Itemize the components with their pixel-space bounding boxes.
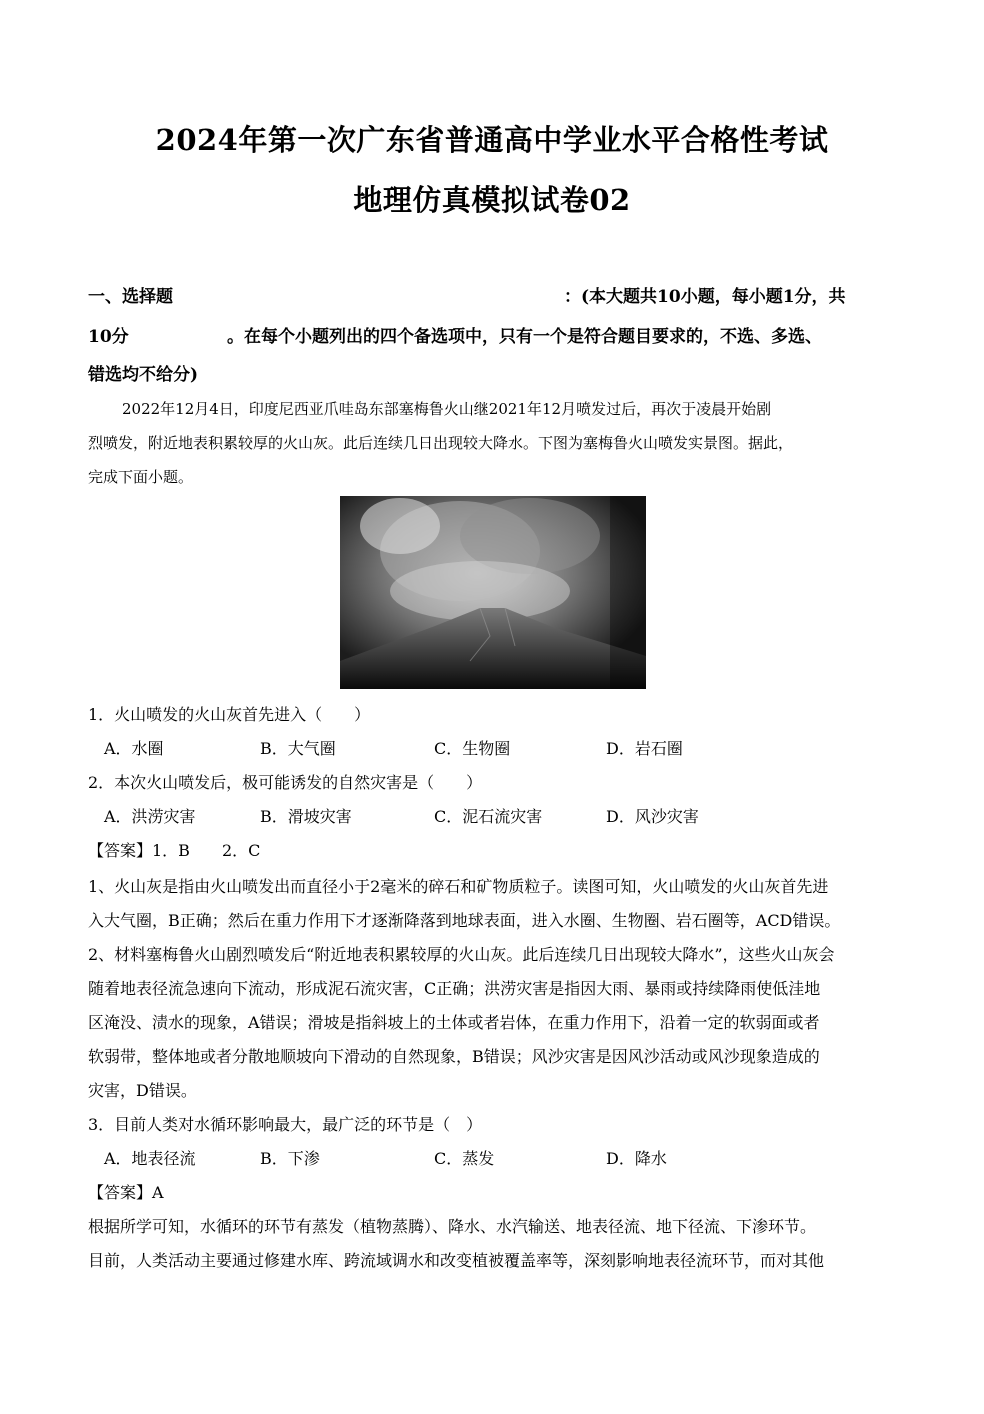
question-3-option-a: A．地表径流 [104,1149,196,1168]
answer-1-2-line-6: 软弱带，整体地或者分散地顺坡向下滑动的自然现象，B错误；风沙灾害是因风沙活动或风沙现象造成的 [88,1047,820,1066]
answer-1-2-line-1: 1、火山灰是指由火山喷发出而直径小于2毫米的碎石和矿物质粒子。读图可知，火山喷发的火山灰首先进 [88,877,829,896]
section-instruction-d: 错选均不给分) [88,365,199,385]
question-2-stem: 2．本次火山喷发后，极可能诱发的自然灾害是（ ） [88,773,483,792]
question-3-stem: 3．目前人类对水循环影响最大，最广泛的环节是（ ） [88,1115,483,1134]
answer-1-2-line-2: 入大气圈，B正确；然后在重力作用下才逐渐降落到地球表面，进入水圈、生物圈、岩石圈等，ACD错误。 [88,911,841,930]
question-3-option-c: C．蒸发 [434,1149,495,1168]
answer-1-2-label: 【答案】1．B 2．C [88,841,261,860]
material-line-2: 烈喷发，附近地表积累较厚的火山灰。此后连续几日出现较大降水。下图为塞梅鲁火山喷发实景图。据此， [88,434,794,452]
volcano-eruption-photo [340,496,646,689]
question-3-option-d: D．降水 [606,1149,667,1168]
exam-title-line1: 2024年第一次广东省普通高中学业水平合格性考试 [155,123,829,157]
material-line-3: 完成下面小题。 [88,468,194,486]
question-3-option-b: B．下渗 [260,1149,320,1168]
section-instruction-c: 。在每个小题列出的四个备选项中，只有一个是符合题目要求的，不选、多选、 [227,327,822,347]
question-2-option-a: A．洪涝灾害 [104,807,196,826]
exam-title-line2: 地理仿真模拟试卷02 [353,183,631,217]
question-1-option-a: A．水圈 [104,739,164,758]
question-2-option-b: B．滑坡灾害 [260,807,352,826]
answer-3-line-2: 目前，人类活动主要通过修建水库、跨流域调水和改变植被覆盖率等，深刻影响地表径流环节，而对其他 [88,1251,825,1270]
question-1-option-b: B．大气圈 [260,739,336,758]
question-2-option-d: D．风沙灾害 [606,807,699,826]
question-1-stem: 1．火山喷发的火山灰首先进入（ ） [88,705,371,724]
answer-1-2-line-4: 随着地表径流急速向下流动，形成泥石流灾害，C正确；洪涝灾害是指因大雨、暴雨或持续降雨使低洼地 [88,979,821,998]
volcano-eruption-illustration [340,496,646,689]
section-instruction-b: 10分 [88,327,129,347]
answer-1-2-line-7: 灾害，D错误。 [88,1081,197,1100]
question-1-option-c: C．生物圈 [434,739,511,758]
answer-1-2-line-5: 区淹没、渍水的现象，A错误；滑坡是指斜坡上的土体或者岩体，在重力作用下，沿着一定的软弱面或者 [88,1013,820,1032]
answer-1-2-line-3: 2、材料塞梅鲁火山剧烈喷发后“附近地表积累较厚的火山灰。此后连续几日出现较大降水”，这些火山灰会 [88,945,835,964]
question-2-option-c: C．泥石流灾害 [434,807,543,826]
section-instruction-a: ：(本大题共10小题，每小题1分，共 [564,287,846,307]
answer-3-label: 【答案】A [88,1183,164,1202]
material-line-1: 2022年12月4日，印度尼西亚爪哇岛东部塞梅鲁火山继2021年12月喷发过后，再次于凌晨开始剧 [122,400,772,418]
section-heading: 一、选择题 [88,287,173,307]
answer-3-line-1: 根据所学可知，水循环的环节有蒸发（植物蒸腾）、降水、水汽输送、地表径流、地下径流、下渗环节。 [88,1217,817,1236]
question-1-option-d: D．岩石圈 [606,739,683,758]
